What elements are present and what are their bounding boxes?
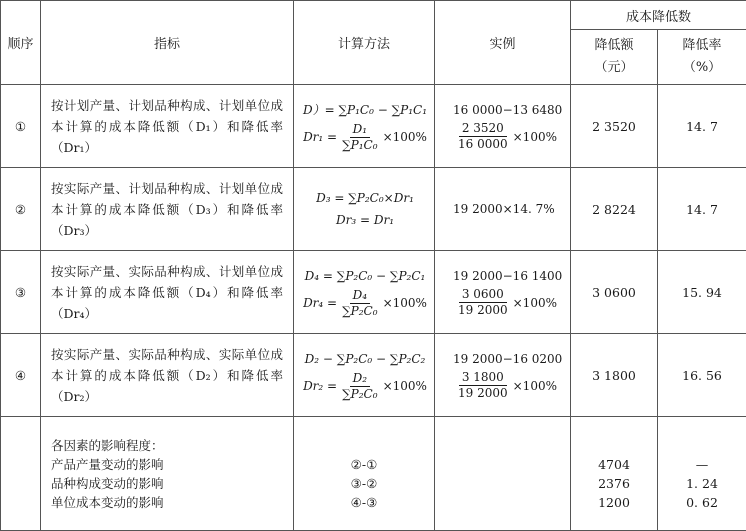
summary-item-rate: 1. 24 xyxy=(686,475,718,491)
fraction-numerator: D₄ xyxy=(350,289,370,304)
method-lhs: Dr₁ = xyxy=(303,130,338,144)
example-line: 19 2000−16 0200 xyxy=(453,352,563,366)
header-indicator: 指标 xyxy=(41,1,294,85)
row-example xyxy=(435,85,571,168)
row-amount: 3 0600 xyxy=(571,251,658,334)
row-seq: ④ xyxy=(1,334,41,417)
example-line: 19 2000×14. 7% xyxy=(453,202,555,216)
method-formula: D₃ = ∑P₂C₀×Dr₁ xyxy=(316,191,414,205)
summary-item-method: ③-② xyxy=(350,475,378,491)
example-line: 16 0000−13 6480 xyxy=(453,103,563,117)
fraction-numerator: 3 0600 xyxy=(459,288,507,303)
summary-method xyxy=(294,417,435,531)
summary-item-rate: — xyxy=(695,456,709,472)
row-method xyxy=(294,251,435,334)
example-line: 19 2000−16 1400 xyxy=(453,269,563,283)
table-row xyxy=(1,85,746,168)
method-tail: ×100% xyxy=(382,379,427,393)
header-example: 实例 xyxy=(435,1,571,85)
fraction-numerator: D₂ xyxy=(350,372,370,387)
header-amount xyxy=(571,30,658,85)
method-tail: ×100% xyxy=(382,296,427,310)
summary-item-method: ④-③ xyxy=(350,494,378,510)
fraction-denominator: 16 0000 xyxy=(458,137,508,151)
fraction-denominator: 19 2000 xyxy=(458,303,508,317)
row-method xyxy=(294,168,435,251)
header-method: 计算方法 xyxy=(294,1,435,85)
row-seq: ② xyxy=(1,168,41,251)
summary-seq xyxy=(1,417,41,531)
row-amount: 3 1800 xyxy=(571,334,658,417)
fraction-numerator: D₁ xyxy=(350,123,370,138)
row-amount: 2 8224 xyxy=(571,168,658,251)
fraction-denominator: ∑P₂C₀ xyxy=(342,303,378,318)
row-indicator: 按计划产量、计划品种构成、计划单位成本计算的成本降低额（D₁）和降低率（Dr₁） xyxy=(41,85,294,168)
example-tail: ×100% xyxy=(512,295,557,310)
example-fraction xyxy=(455,371,511,400)
fraction-denominator: 19 2000 xyxy=(458,386,508,400)
summary-rate xyxy=(658,417,746,531)
method-fraction xyxy=(339,123,380,152)
method-lhs: Dr₄ = xyxy=(303,296,338,310)
header-rate xyxy=(658,30,746,85)
row-seq: ③ xyxy=(1,251,41,334)
row-rate: 14. 7 xyxy=(658,168,746,251)
row-method xyxy=(294,334,435,417)
row-rate: 14. 7 xyxy=(658,85,746,168)
row-rate: 16. 56 xyxy=(658,334,746,417)
table-row xyxy=(1,334,746,417)
table-row xyxy=(1,168,746,251)
row-example xyxy=(435,251,571,334)
example-tail: ×100% xyxy=(512,378,557,393)
method-formula: D₄ = ∑P₂C₀ − ∑P₂C₁ xyxy=(304,268,426,283)
method-formula: D₂ − ∑P₂C₀ − ∑P₂C₂ xyxy=(304,351,426,366)
summary-title: 各因素的影响程度： xyxy=(51,437,164,453)
header-cost-reduction: 成本降低数 xyxy=(571,1,746,30)
summary-item-method: ②-① xyxy=(350,456,378,472)
example-tail: ×100% xyxy=(512,129,557,144)
summary-item-label: 单位成本变动的影响 xyxy=(51,494,164,510)
summary-item-rate: 0. 62 xyxy=(686,494,718,510)
fraction-numerator: 3 1800 xyxy=(459,371,507,386)
table-row xyxy=(1,251,746,334)
fraction-denominator: ∑P₂C₀ xyxy=(342,386,378,401)
row-seq: ① xyxy=(1,85,41,168)
example-fraction xyxy=(455,288,511,317)
method-tail: ×100% xyxy=(382,130,427,144)
header-amount-unit: （元） xyxy=(594,60,634,75)
method-fraction xyxy=(339,372,380,401)
fraction-numerator: 2 3520 xyxy=(459,122,507,137)
summary-item-label: 品种构成变动的影响 xyxy=(51,475,164,491)
row-rate: 15. 94 xyxy=(658,251,746,334)
example-fraction xyxy=(455,122,511,151)
fraction-denominator: ∑P₁C₀ xyxy=(342,137,378,152)
summary-item-amount: 4704 xyxy=(598,456,630,472)
row-indicator: 按实际产量、计划品种构成、计划单位成本计算的成本降低额（D₃）和降低率（Dr₃） xyxy=(41,168,294,251)
row-amount: 2 3520 xyxy=(571,85,658,168)
summary-amount xyxy=(571,417,658,531)
summary-row xyxy=(1,417,746,531)
header-rate-label: 降低率 xyxy=(682,38,722,53)
method-fraction xyxy=(339,289,380,318)
row-indicator: 按实际产量、实际品种构成、实际单位成本计算的成本降低额（D₂）和降低率（Dr₂） xyxy=(41,334,294,417)
row-method xyxy=(294,85,435,168)
summary-item-amount: 1200 xyxy=(598,494,630,510)
summary-item-label: 产品产量变动的影响 xyxy=(51,456,164,472)
row-example xyxy=(435,334,571,417)
method-formula: D）= ∑P₁C₀ − ∑P₁C₁ xyxy=(302,102,428,117)
summary-indicator xyxy=(41,417,294,531)
method-formula-2: Dr₃ = Dr₁ xyxy=(335,213,395,227)
header-rate-unit: （%） xyxy=(682,60,722,75)
row-example xyxy=(435,168,571,251)
header-amount-label: 降低额 xyxy=(594,38,634,53)
summary-example xyxy=(435,417,571,531)
header-seq: 顺序 xyxy=(1,1,41,85)
method-lhs: Dr₂ = xyxy=(303,379,338,393)
summary-item-amount: 2376 xyxy=(598,475,630,491)
row-indicator: 按实际产量、实际品种构成、计划单位成本计算的成本降低额（D₄）和降低率（Dr₄） xyxy=(41,251,294,334)
